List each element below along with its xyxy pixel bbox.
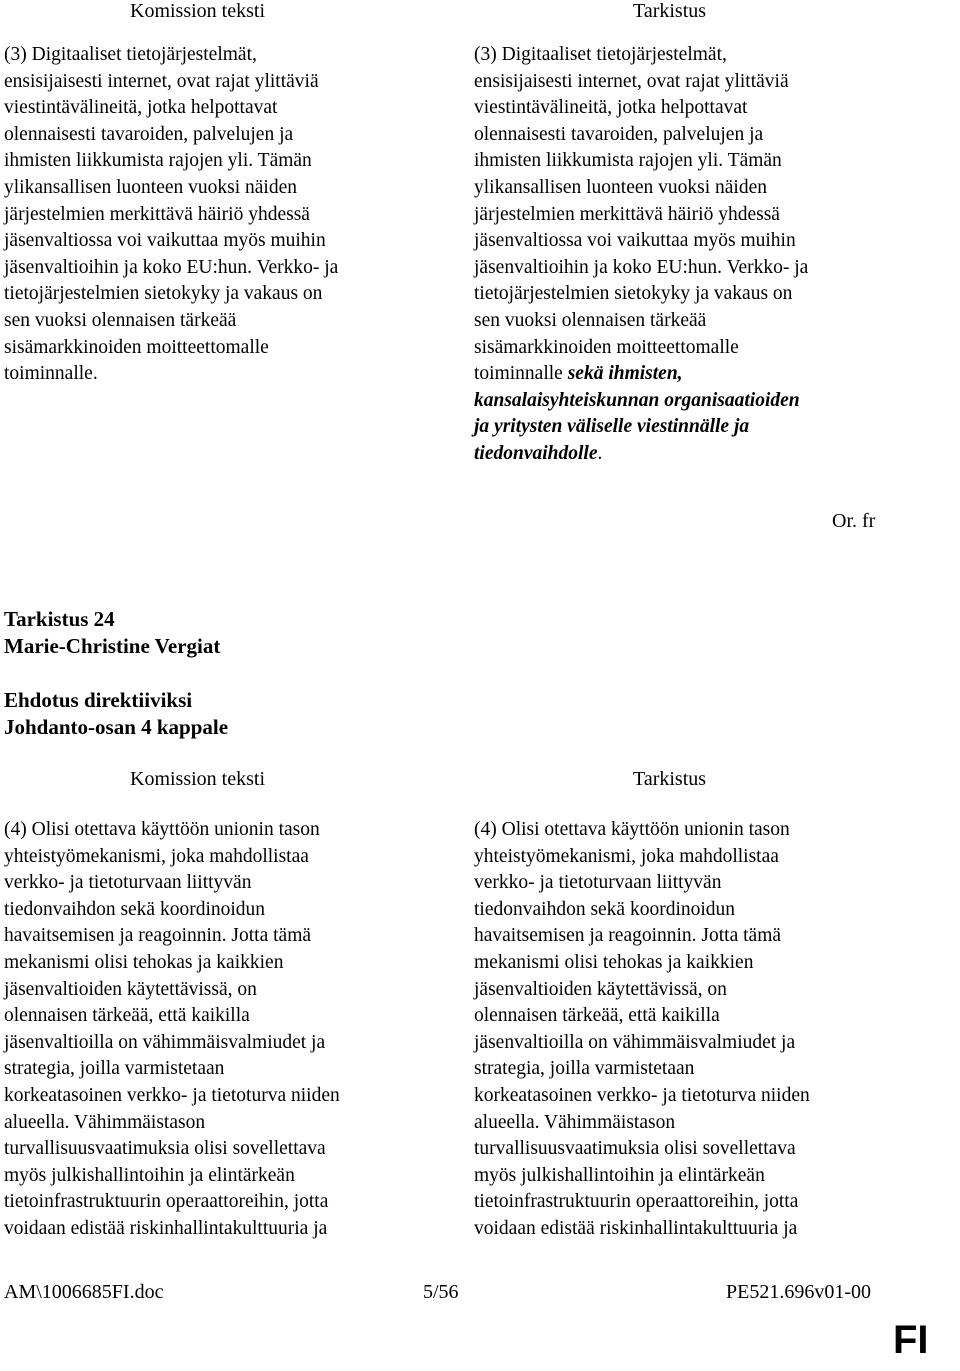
text-line: jäsenvaltiossa voi vaikuttaa myös muihin	[4, 230, 326, 252]
text-line: mekanismi olisi tehokas ja kaikkien	[4, 951, 284, 973]
text-line: jäsenvaltioihin ja koko EU:hun. Verkko- ja	[474, 256, 809, 278]
text-line: ensisijaisesti internet, ovat rajat ylittäviä	[474, 70, 789, 92]
text-line: tietoinfrastruktuurin operaattoreihin, jotta	[474, 1191, 799, 1213]
text-line: olennaisesti tavaroiden, palvelujen ja	[4, 123, 294, 145]
text-line: tiedonvaihdon sekä koordinoidun	[4, 898, 266, 920]
text-line: jäsenvaltiossa voi vaikuttaa myös muihin	[474, 230, 796, 252]
text-line: havaitsemisen ja reagoinnin. Jotta tämä	[4, 925, 312, 947]
text-line: mekanismi olisi tehokas ja kaikkien	[474, 951, 754, 973]
added-text-line: kansalaisyhteiskunnan organisaatioiden	[474, 389, 800, 411]
amendment-number: Tarkistus 24	[4, 607, 115, 631]
text-line: verkko- ja tietoturvaan liittyvän	[474, 872, 722, 894]
text-line: turvallisuusvaatimuksia olisi sovellettava	[4, 1138, 326, 1160]
text-line: (3) Digitaaliset tietojärjestelmät,	[474, 44, 727, 65]
text-line: yhteistyömekanismi, joka mahdollistaa	[474, 845, 779, 867]
text-line: jäsenvaltioiden käytettävissä, on	[4, 978, 257, 1000]
text-line: ylikansallisen luonteen vuoksi näiden	[4, 176, 297, 198]
col-header-amendment: Tarkistus	[633, 0, 707, 22]
added-text-line: ja yritysten väliselle viestinnälle ja	[474, 416, 750, 438]
text-line: strategia, joilla varmistetaan	[4, 1058, 225, 1080]
col-header-commission: Komission teksti	[130, 0, 266, 22]
amendment-text-3	[474, 42, 894, 468]
text-line: myös julkishallintoihin ja elintärkeän	[4, 1164, 295, 1186]
text-line: jäsenvaltioiden käytettävissä, on	[474, 978, 727, 1000]
footer-pe-ref: PE521.696v01-00	[726, 1281, 871, 1303]
text-line: sen vuoksi olennaisen tärkeää	[4, 309, 237, 331]
col-header-commission: Komission teksti	[130, 768, 266, 790]
text-plain: .	[597, 442, 603, 464]
text-line: jäsenvaltioilla on vähimmäisvalmiudet ja	[4, 1031, 326, 1053]
text-line: strategia, joilla varmistetaan	[474, 1058, 695, 1080]
text-line	[474, 441, 894, 468]
text-line: (4) Olisi otettava käyttöön unionin tason	[4, 819, 320, 840]
text-line: ensisijaisesti internet, ovat rajat ylittäviä	[4, 70, 319, 92]
text-line: korkeatasoinen verkko- ja tietoturva niiden	[474, 1084, 810, 1106]
original-language: Or. fr	[832, 510, 876, 532]
text-line: toiminnalle.	[4, 363, 98, 385]
text-line: järjestelmien merkittävä häiriö yhdessä	[4, 203, 310, 225]
text-line: havaitsemisen ja reagoinnin. Jotta tämä	[474, 925, 782, 947]
text-line: alueella. Vähimmäistason	[474, 1111, 676, 1133]
text-line: jäsenvaltioihin ja koko EU:hun. Verkko- ja	[4, 256, 339, 278]
text-line: olennaisesti tavaroiden, palvelujen ja	[474, 123, 764, 145]
text-line: tietojärjestelmien sietokyky ja vakaus on	[474, 283, 793, 305]
added-text: sekä ihmisten,	[567, 363, 683, 385]
text-line: voidaan edistää riskinhallintakulttuuria ja	[4, 1217, 328, 1239]
text-line: myös julkishallintoihin ja elintärkeän	[474, 1164, 765, 1186]
commission-text-3	[4, 42, 424, 388]
text-line: sen vuoksi olennaisen tärkeää	[474, 309, 707, 331]
col-header-amendment: Tarkistus	[633, 768, 707, 790]
text-line: verkko- ja tietoturvaan liittyvän	[4, 872, 252, 894]
proposal-title: Ehdotus direktiiviksi	[4, 688, 193, 712]
text-line: tietoinfrastruktuurin operaattoreihin, jotta	[4, 1191, 329, 1213]
text-plain: toiminnalle	[474, 363, 568, 385]
text-line: (3) Digitaaliset tietojärjestelmät,	[4, 44, 257, 65]
text-line: yhteistyömekanismi, joka mahdollistaa	[4, 845, 309, 867]
footer-doc-ref: AM\1006685FI.doc	[4, 1281, 164, 1303]
footer-language-code: FI	[893, 1318, 929, 1362]
commission-text-4	[4, 817, 424, 1243]
text-line: olennaisen tärkeää, että kaikilla	[474, 1005, 720, 1027]
text-line: korkeatasoinen verkko- ja tietoturva niiden	[4, 1084, 340, 1106]
text-line: viestintävälineitä, jotka helpottavat	[4, 97, 278, 119]
text-line: ylikansallisen luonteen vuoksi näiden	[474, 176, 767, 198]
text-line: ihmisten liikkumista rajojen yli. Tämän	[4, 150, 312, 172]
text-line	[474, 361, 894, 388]
text-line: sisämarkkinoiden moitteettomalle	[4, 336, 269, 358]
text-line: (4) Olisi otettava käyttöön unionin tason	[474, 819, 790, 840]
text-line: jäsenvaltioilla on vähimmäisvalmiudet ja	[474, 1031, 796, 1053]
amendment-author: Marie-Christine Vergiat	[4, 634, 221, 658]
added-text: tiedonvaihdolle	[474, 442, 598, 464]
text-line: tietojärjestelmien sietokyky ja vakaus on	[4, 283, 323, 305]
text-line: turvallisuusvaatimuksia olisi sovellettava	[474, 1138, 796, 1160]
proposal-location: Johdanto-osan 4 kappale	[4, 715, 229, 739]
text-line: järjestelmien merkittävä häiriö yhdessä	[474, 203, 780, 225]
text-line: alueella. Vähimmäistason	[4, 1111, 206, 1133]
text-line: voidaan edistää riskinhallintakulttuuria ja	[474, 1217, 798, 1239]
amendment-text-4	[474, 817, 894, 1243]
text-line: ihmisten liikkumista rajojen yli. Tämän	[474, 150, 782, 172]
text-line: olennaisen tärkeää, että kaikilla	[4, 1005, 250, 1027]
text-line: viestintävälineitä, jotka helpottavat	[474, 97, 748, 119]
text-line: tiedonvaihdon sekä koordinoidun	[474, 898, 736, 920]
footer-page-number: 5/56	[423, 1281, 459, 1303]
text-line: sisämarkkinoiden moitteettomalle	[474, 336, 739, 358]
